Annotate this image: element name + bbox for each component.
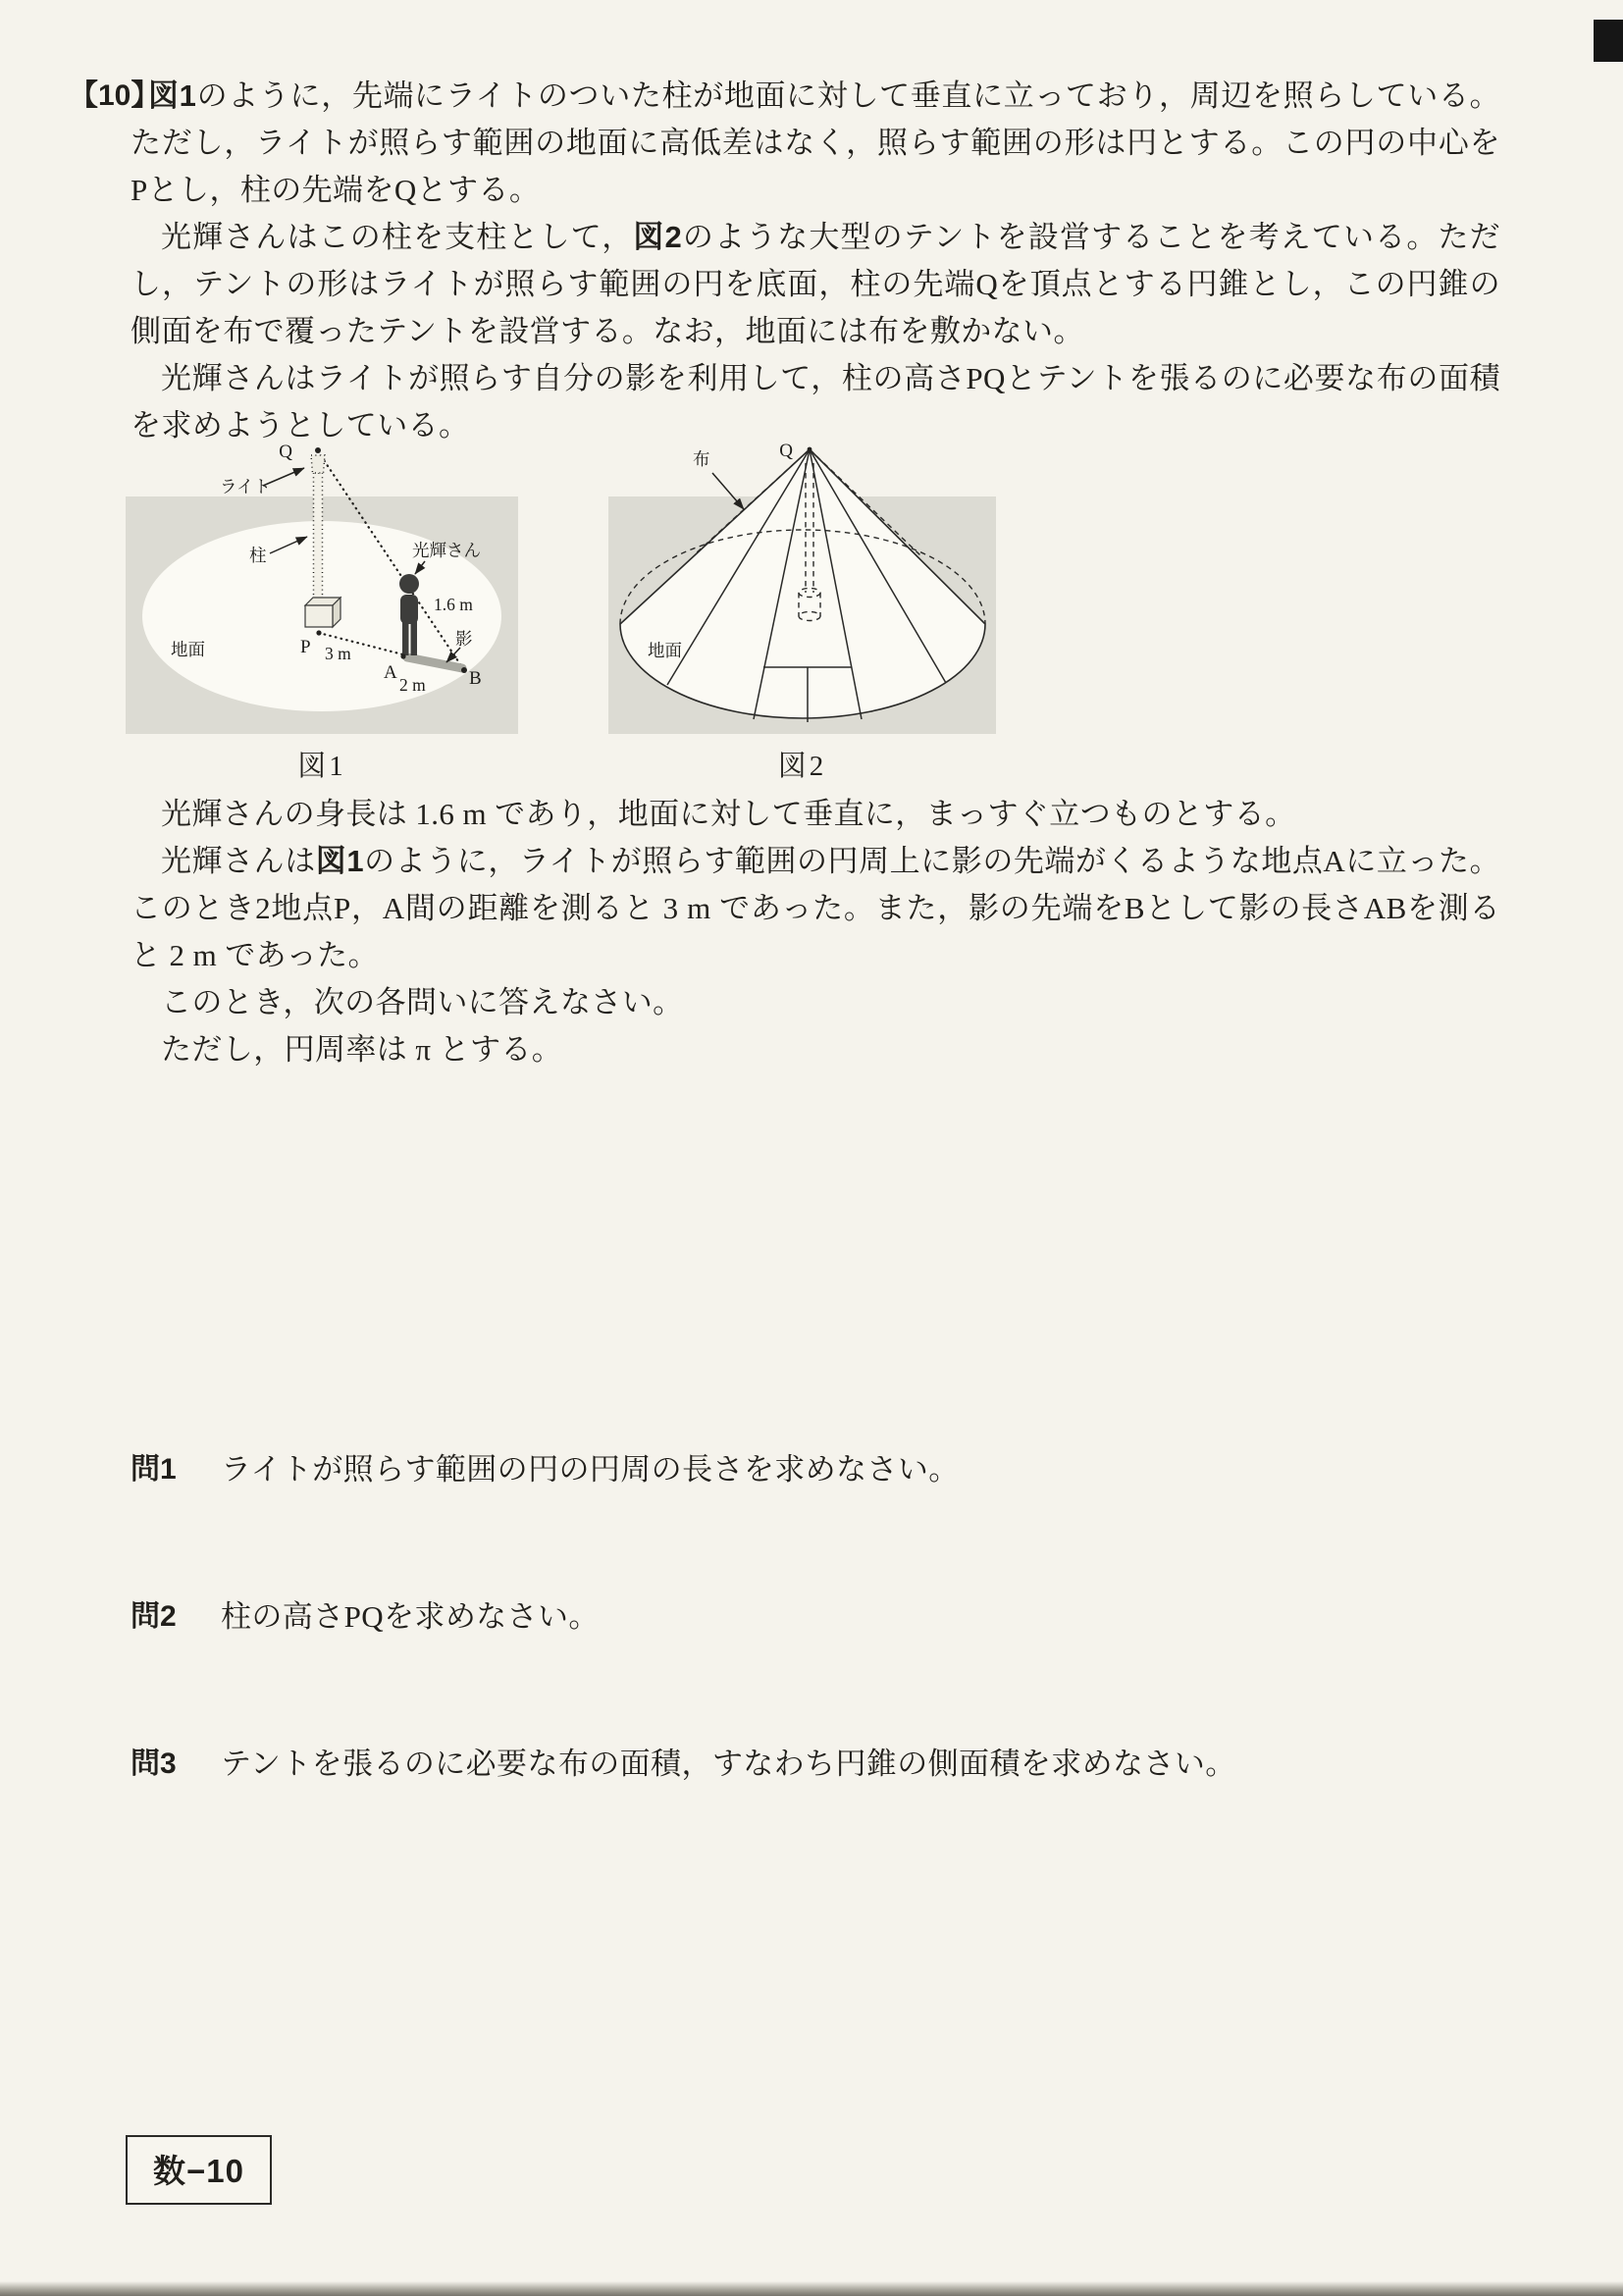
question-2-text: 柱の高さPQを求めなさい。	[221, 1599, 600, 1634]
point-q-dot	[315, 447, 321, 453]
text-run: のような大型のテントを設営することを考えている。ただし，テントの形はライトが照らす範囲の円を底面，柱の先端Qを頂点とする円錐とし，この円錐の側面を布で覆ったテントを設営する。なお，地面には布を敷かない。	[131, 220, 1500, 348]
pole-base-front	[305, 605, 333, 627]
text-run: このとき，次の各問いに答えなさい。	[161, 985, 684, 1019]
label-shadow: 影	[455, 629, 473, 649]
label-b: B	[469, 668, 482, 689]
page-number: 数−10	[153, 2153, 244, 2189]
measurement-paragraphs	[131, 791, 1500, 1073]
figure1-caption: 図1	[297, 751, 346, 782]
apex-q-dot	[808, 447, 812, 452]
scan-bottom-edge	[0, 2281, 1623, 2296]
scan-edge-mark	[1594, 20, 1623, 62]
text-emphasis: 図2	[633, 220, 683, 254]
question-1-label: 問1	[131, 1453, 177, 1486]
paragraph	[131, 214, 1500, 355]
text-run: のように，ライトが照らす範囲の円周上に影の先端がくるような地点Aに立った。このとき2地点P，A間の距離を測ると 3 m であった。また，影の先端をBとして影の長さABを測ると 2 m であった。	[131, 844, 1500, 972]
figure2-illustration	[608, 438, 996, 734]
paragraph	[131, 838, 1500, 979]
figure1	[126, 438, 518, 784]
text-run: 光輝さんはライトが照らす自分の影を利用して，柱の高さPQとテントを張るのに必要な布の面積を求めようとしている。	[131, 361, 1500, 443]
question-2-label: 問2	[131, 1600, 177, 1633]
question-1	[131, 1448, 1500, 1491]
point-p-dot	[316, 630, 321, 635]
text-run: のように，先端にライトのついた柱が地面に対して垂直に立っており，周辺を照らしている。ただし，ライトが照らす範囲の地面に高低差はなく，照らす範囲の形は円とする。この円の中心をPとし，柱の先端をQとする。	[131, 78, 1500, 207]
problem-statement	[69, 73, 1500, 449]
text-run: 光輝さんは	[161, 844, 316, 878]
paragraph	[131, 1026, 1500, 1073]
paragraph	[131, 355, 1500, 449]
label-height: 1.6 m	[434, 595, 473, 614]
figure2-caption: 図2	[777, 751, 827, 782]
label-ground-2: 地面	[648, 641, 682, 660]
label-q2: Q	[779, 441, 793, 461]
label-light: ライト	[220, 477, 271, 496]
label-person: 光輝さん	[412, 541, 481, 560]
text-run: 光輝さんの身長は 1.6 m であり，地面に対して垂直に，まっすぐ立つものとする。	[161, 797, 1296, 831]
text-emphasis: 図1	[148, 78, 197, 113]
paragraph	[131, 791, 1500, 838]
label-p: P	[300, 637, 311, 657]
page-number-box	[126, 2135, 272, 2205]
point-a-dot	[400, 653, 405, 658]
problem-number: 【10】	[69, 79, 161, 112]
text-run: 光輝さんはこの柱を支柱として，	[161, 220, 634, 254]
question-3-label: 問3	[131, 1748, 177, 1780]
label-ground-1: 地面	[171, 640, 205, 659]
question-3	[131, 1743, 1500, 1786]
point-b-dot	[461, 667, 467, 673]
figure1-illustration	[126, 438, 518, 734]
text-emphasis: 図1	[315, 844, 364, 878]
tent-cone	[620, 449, 985, 718]
label-cloth: 布	[693, 449, 710, 469]
figure2	[608, 438, 996, 784]
label-pillar: 柱	[249, 546, 267, 565]
light-fixture	[311, 455, 325, 473]
label-3m: 3 m	[325, 644, 351, 663]
text-run: ただし，円周率は π とする。	[161, 1032, 563, 1067]
pole	[314, 473, 323, 600]
question-3-text: テントを張るのに必要な布の面積，すなわち円錐の側面積を求めなさい。	[221, 1747, 1236, 1781]
paragraph	[131, 73, 1500, 214]
questions-list	[131, 1448, 1500, 1890]
label-2m: 2 m	[399, 675, 426, 695]
paragraph	[131, 979, 1500, 1026]
label-a: A	[384, 662, 397, 683]
question-2	[131, 1595, 1500, 1639]
label-q: Q	[279, 442, 292, 462]
figures-row	[126, 438, 996, 784]
question-1-text: ライトが照らす範囲の円の円周の長さを求めなさい。	[221, 1452, 960, 1487]
